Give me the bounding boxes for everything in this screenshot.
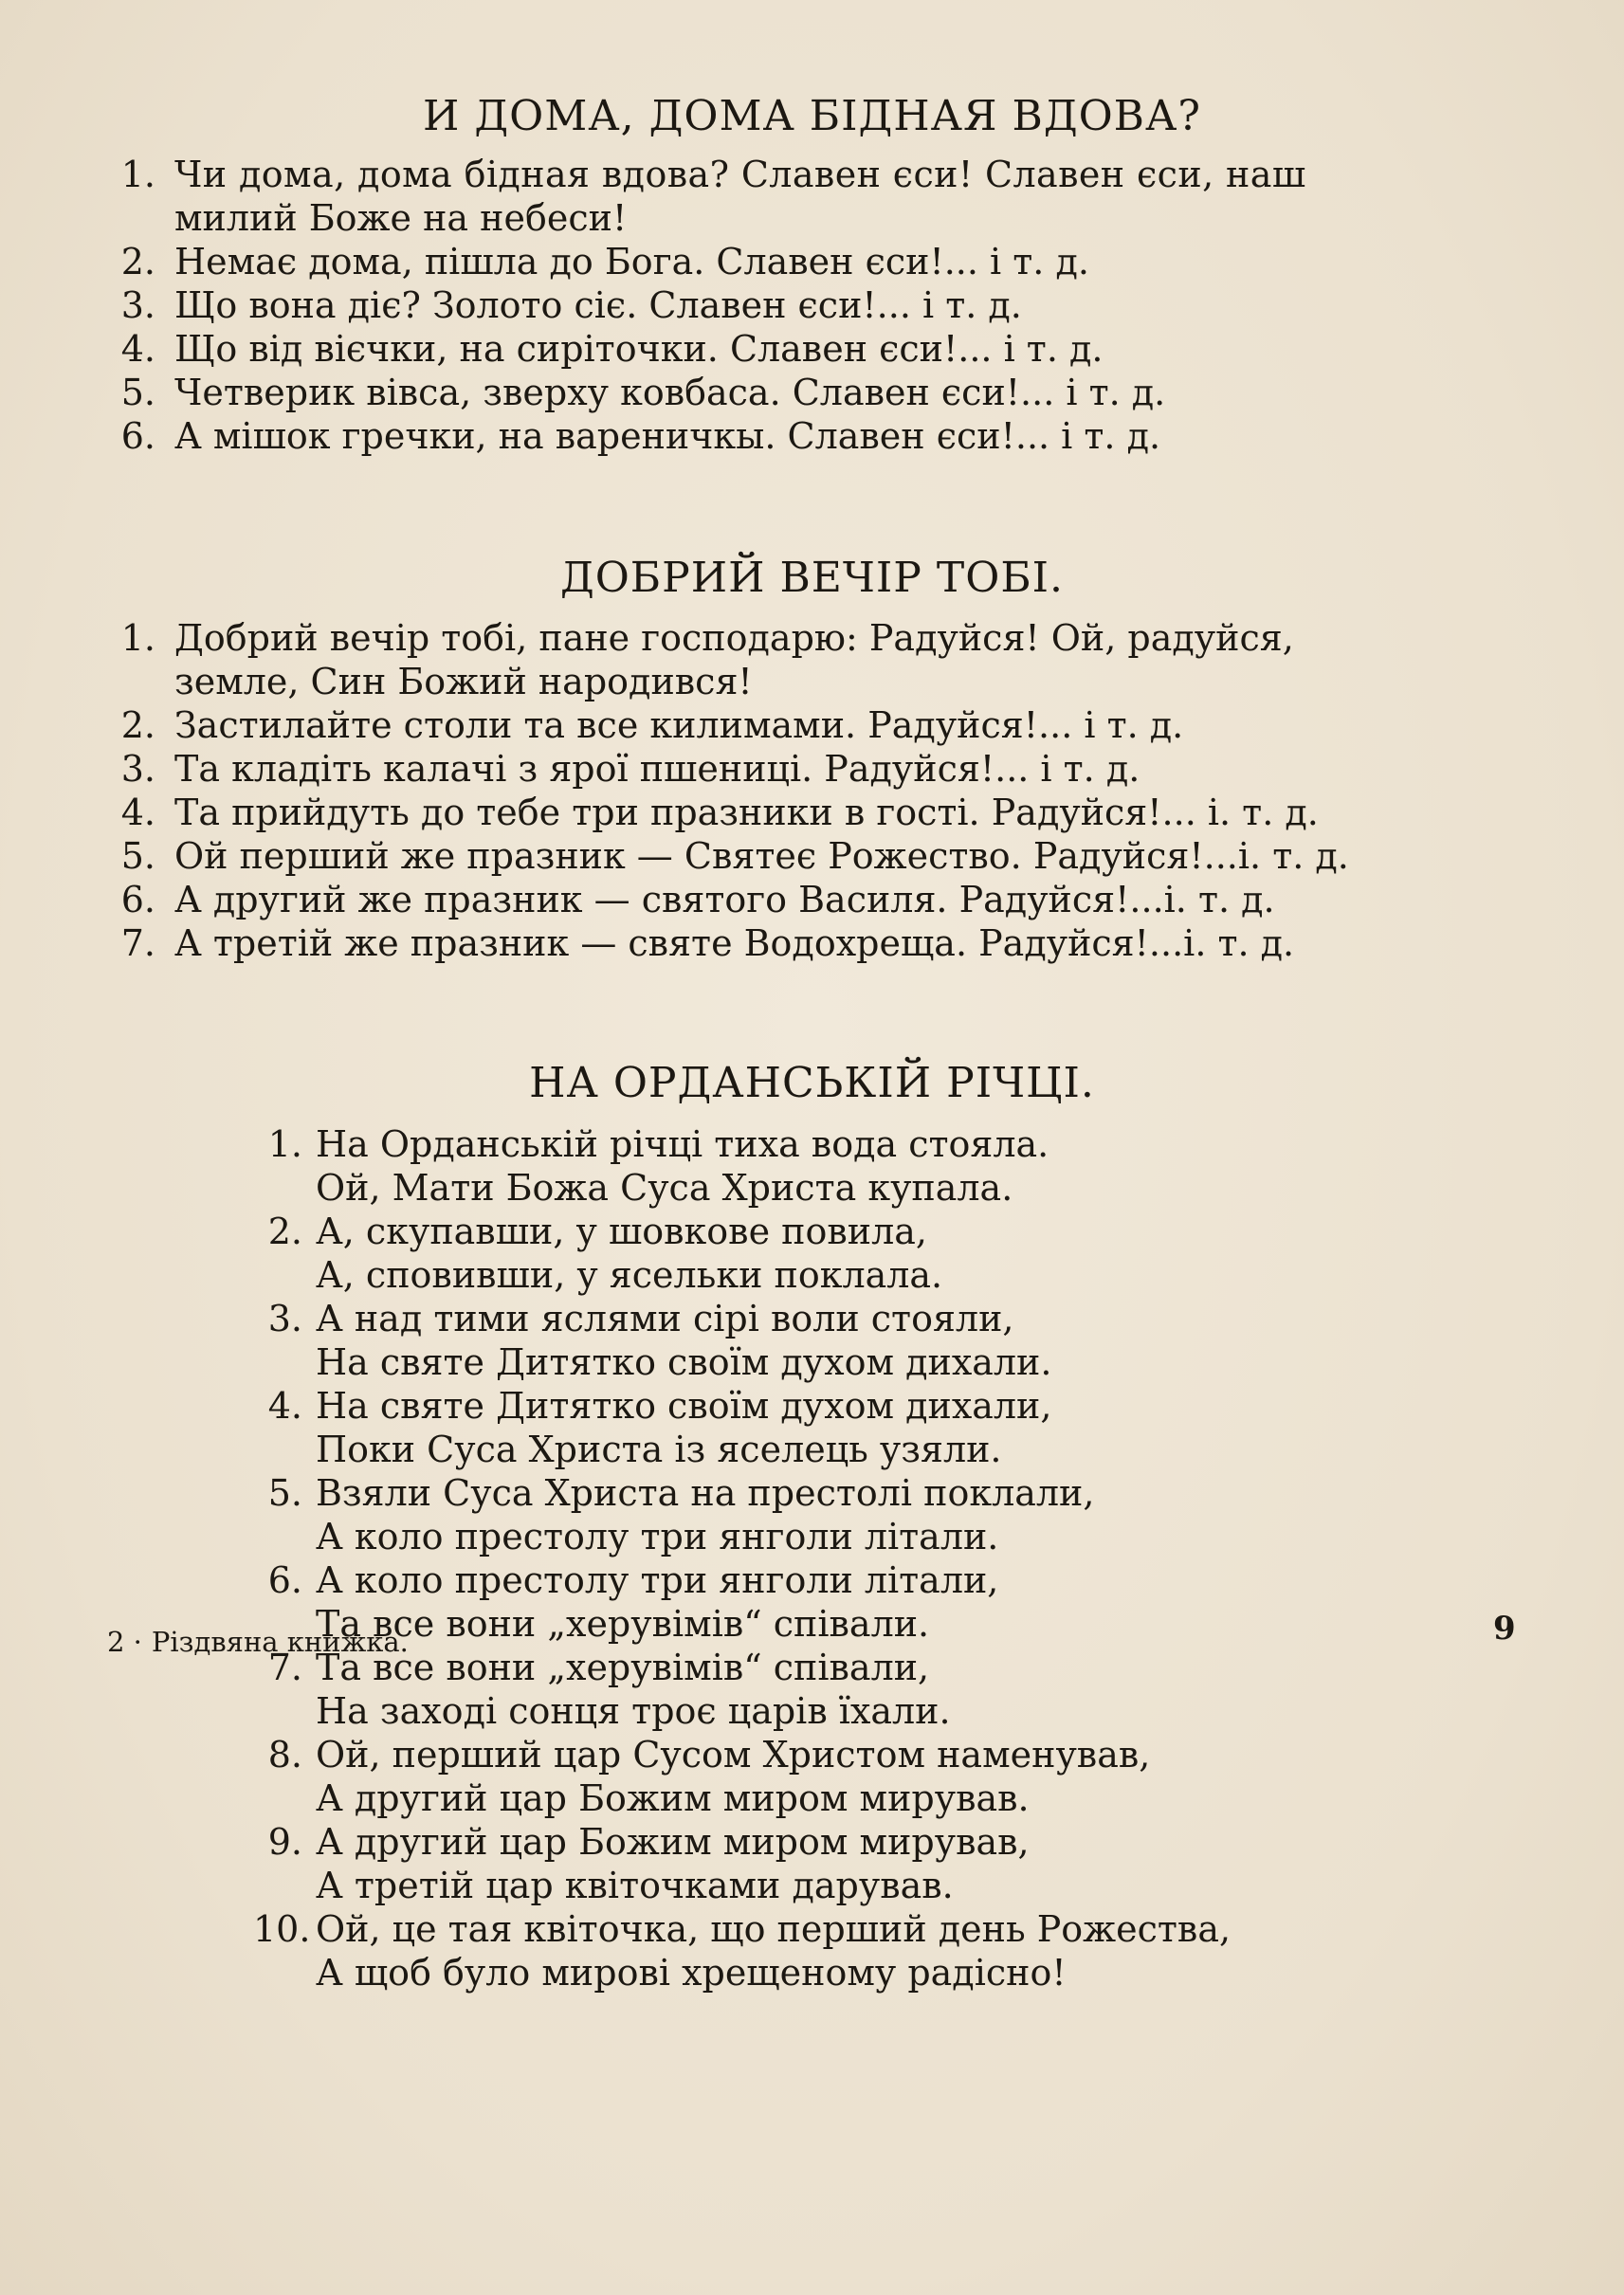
verse-number: 6. [120,415,155,457]
verse-line: А, сповивши, у ясельки поклала. [316,1254,943,1296]
verse [116,283,1306,327]
verse-line: А другий цар Божим миром мирував. [316,1777,1030,1819]
verse [116,371,1306,414]
verse-number: 1. [267,1123,302,1165]
song-title: И ДОМА, ДОМА БІДНАЯ ВДОВА? [423,92,1201,140]
verse-line: Та все вони „херувімів“ співали. [316,1603,930,1645]
verse-line: Четверик вівса, зверху ковбаса. Славен єси!... і т. д. [174,372,1166,413]
song-verses [116,616,1349,965]
verse-line: А третій же празник — святе Водохреща. Радуйся!...і. т. д. [174,922,1295,964]
verse-number: 6. [120,879,155,920]
verse [116,240,1306,283]
verse-line: А коло престолу три янголи літали. [316,1516,999,1557]
verse-number: 3. [267,1298,302,1339]
verse [253,1210,1231,1297]
verse [116,153,1306,240]
verse [116,834,1349,878]
verse-number: 4. [120,328,155,370]
verse [253,1820,1231,1907]
verse-number: 1. [120,154,155,195]
verse [116,703,1349,747]
verse [116,327,1306,371]
signature-text: Різдвяна книжка. [151,1626,409,1658]
verse-number: 5. [120,372,155,413]
verse-line: Ой, Мати Божа Суса Христа купала. [316,1167,1013,1209]
verse-line: А щоб було мирові хрещеному радісно! [316,1952,1067,1994]
verse-line: милий Боже на небеси! [174,197,628,239]
verse-number: 6. [267,1559,302,1601]
verse-number: 9. [267,1821,302,1863]
verse [253,1122,1231,1210]
verse-number: 5. [120,835,155,877]
verse-line: Що вона діє? Золото сіє. Славен єси!... і т. д. [174,284,1022,326]
verse-line: Немає дома, пішла до Бога. Славен єси!... і т. д. [174,241,1089,282]
verse-line: Та кладіть калачі з ярої пшениці. Радуйся!... і т. д. [174,748,1140,790]
verse-line: Чи дома, дома бідная вдова? Славен єси! Славен єси, наш [174,154,1306,195]
song-title: ДОБРИЙ ВЕЧІР ТОБІ. [559,554,1065,602]
verse-line: Та прийдуть до тебе три празники в гості. Радуйся!... і. т. д. [174,792,1319,833]
verse-line: Та все вони „херувімів“ співали, [316,1647,930,1688]
song-verses [253,1122,1231,1994]
verse [116,878,1349,921]
verse [116,747,1349,791]
verse-number: 3. [120,748,155,790]
signature-number: 2 [107,1626,125,1658]
verse-line: А мішок гречки, на вареничкы. Славен єси!... і т. д. [174,415,1161,457]
verse-line: А третій цар квіточками дарував. [316,1865,954,1906]
verse-line: Ой, перший цар Сусом Христом наменував, [316,1734,1151,1776]
verse-line: А, скупавши, у шовкове повила, [316,1211,927,1252]
verse-number: 10. [253,1908,311,1950]
verse-line: Поки Суса Христа із яселець узяли. [316,1429,1002,1470]
verse-line: Взяли Суса Христа на престолі поклали, [316,1472,1095,1514]
verse-line: На заході сонця троє царів їхали. [316,1690,951,1732]
verse-line: На святе Дитятко своїм духом дихали, [316,1385,1052,1427]
verse [116,921,1349,965]
verse-number: 2. [267,1211,302,1252]
verse-line: земле, Син Божий народився! [174,661,753,702]
verse-number: 7. [267,1647,302,1688]
verse-line: Що від вієчки, на сиріточки. Славен єси!... і т. д. [174,328,1104,370]
verse-line: Застилайте столи та все килимами. Радуйся!... і т. д. [174,704,1184,746]
verse-line: А другий цар Божим миром мирував, [316,1821,1030,1863]
song-verses [116,153,1306,458]
verse [253,1907,1231,1994]
verse-number: 5. [267,1472,302,1514]
verse [116,616,1349,703]
verse-number: 8. [267,1734,302,1776]
verse-line: Добрий вечір тобі, пане господарю: Радуйся! Ой, радуйся, [174,617,1294,659]
footer-signature [107,1626,409,1658]
verse-number: 4. [267,1385,302,1427]
verse-number: 2. [120,241,155,282]
song-title: НА ОРДАНСЬКІЙ РІЧЦІ. [529,1059,1095,1107]
verse [253,1384,1231,1471]
verse-line: Ой перший же празник — Святеє Рожество. Радуйся!...і. т. д. [174,835,1349,877]
verse [253,1297,1231,1384]
verse-line: На Орданській річці тиха вода стояла. [316,1123,1049,1165]
verse-line: А над тими яслями сірі воли стояли, [316,1298,1014,1339]
verse-line: А другий же празник — святого Василя. Радуйся!...і. т. д. [174,879,1275,920]
verse-number: 3. [120,284,155,326]
verse-line: На святе Дитятко своїм духом дихали. [316,1341,1052,1383]
verse [116,414,1306,458]
signature-dot: · [133,1626,142,1658]
verse-line: Ой, це тая квіточка, що перший день Рожества, [316,1908,1232,1950]
verse [253,1733,1231,1820]
verse [116,791,1349,834]
verse-number: 2. [120,704,155,746]
verse [253,1646,1231,1733]
verse-number: 4. [120,792,155,833]
verse-line: А коло престолу три янголи літали, [316,1559,999,1601]
verse-number: 1. [120,617,155,659]
verse [253,1471,1231,1558]
page-number: 9 [1493,1610,1516,1648]
verse-number: 7. [120,922,155,964]
